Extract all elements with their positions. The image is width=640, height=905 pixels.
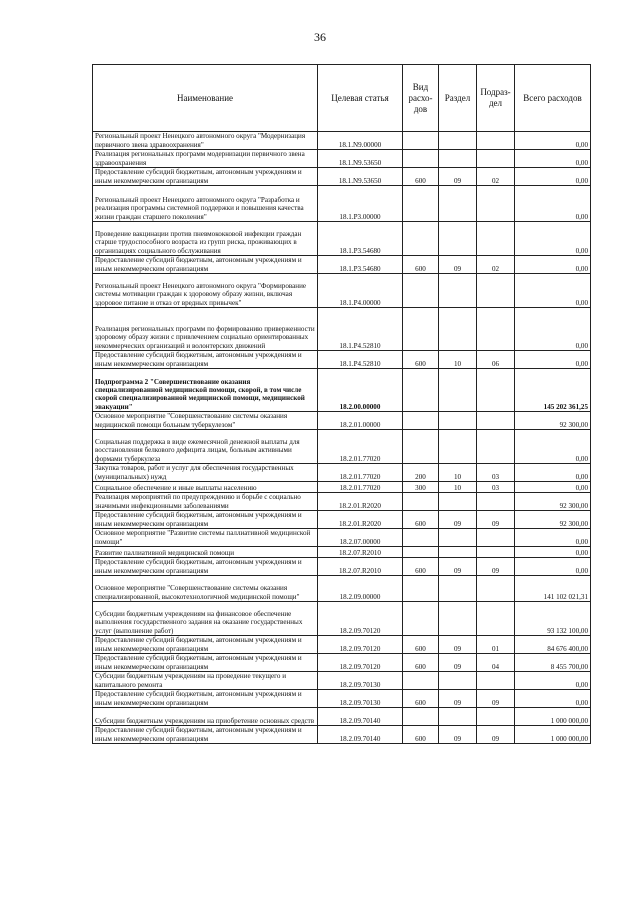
column-header-target: Целевая статья: [318, 65, 403, 132]
table-row: [93, 726, 591, 744]
cell-section: 09: [439, 654, 477, 672]
cell-subsection: [477, 369, 515, 412]
cell-name: Предоставление субсидий бюджетным, автономным учреждениям и иным некоммерческим организациям: [93, 256, 318, 274]
cell-kind: [403, 547, 439, 558]
cell-subsection: [477, 493, 515, 511]
cell-target: 18.1.P3.00000: [318, 186, 403, 222]
cell-subsection: 04: [477, 654, 515, 672]
cell-name: Основное мероприятие "Развитие системы паллиативной медицинской помощи": [93, 529, 318, 547]
cell-kind: [403, 150, 439, 168]
cell-name: Социальное обеспечение и иные выплаты населению: [93, 482, 318, 493]
cell-name: Реализация региональных программ по формированию приверженности здоровому образу жизни с привлечением социально ориентированных некоммерческих организаций и волонтерских движений: [93, 308, 318, 351]
cell-target: 18.1.P3.54680: [318, 256, 403, 274]
table-row: [93, 430, 591, 464]
cell-name: Основное мероприятие "Совершенствование системы оказания медицинской помощи больным туберкулезом": [93, 412, 318, 430]
cell-section: [439, 493, 477, 511]
cell-total: 0,00: [515, 274, 591, 308]
cell-section: 09: [439, 511, 477, 529]
table-row: [93, 412, 591, 430]
table-row: [93, 308, 591, 351]
cell-name: Предоставление субсидий бюджетным, автономным учреждениям и иным некоммерческим организациям: [93, 351, 318, 369]
table-row: [93, 690, 591, 708]
cell-kind: 600: [403, 256, 439, 274]
table-row: [93, 222, 591, 256]
cell-section: [439, 274, 477, 308]
cell-name: Социальная поддержка в виде ежемесячной денежной выплаты для восстановления белкового дефицита лицам, больным активными формами туберкулеза: [93, 430, 318, 464]
cell-target: 18.2.01.00000: [318, 412, 403, 430]
cell-total: 93 132 100,00: [515, 602, 591, 636]
cell-kind: [403, 576, 439, 602]
cell-subsection: [477, 132, 515, 150]
table-row: [93, 351, 591, 369]
cell-subsection: [477, 708, 515, 726]
cell-section: [439, 222, 477, 256]
table-row: [93, 186, 591, 222]
cell-name: Субсидии бюджетным учреждениям на проведение текущего и капитального ремонта: [93, 672, 318, 690]
cell-section: [439, 308, 477, 351]
table-row: [93, 464, 591, 482]
cell-target: 18.2.01.77020: [318, 464, 403, 482]
cell-subsection: 09: [477, 726, 515, 744]
cell-name: Предоставление субсидий бюджетным, автономным учреждениям и иным некоммерческим организациям: [93, 654, 318, 672]
cell-name: Основное мероприятие "Совершенствование системы оказания специализированной, высокотехнологичной медицинской помощи": [93, 576, 318, 602]
cell-target: 18.2.09.70140: [318, 726, 403, 744]
cell-total: 0,00: [515, 482, 591, 493]
table-header-row: [93, 65, 591, 132]
cell-section: [439, 186, 477, 222]
cell-kind: [403, 412, 439, 430]
cell-name: Региональный проект Ненецкого автономного округа "Формирование системы мотивации граждан к здоровому образу жизни, включая здоровое питание и отказ от вредных привычек": [93, 274, 318, 308]
cell-subsection: 03: [477, 482, 515, 493]
cell-subsection: [477, 222, 515, 256]
cell-kind: [403, 308, 439, 351]
cell-section: [439, 150, 477, 168]
cell-target: 18.1.N9.53650: [318, 168, 403, 186]
cell-total: 1 000 000,00: [515, 726, 591, 744]
cell-target: 18.2.01.77020: [318, 482, 403, 493]
cell-name: Региональный проект Ненецкого автономного округа "Разработка и реализация программы системной поддержки и повышения качества жизни граждан старшего поколения": [93, 186, 318, 222]
cell-total: 1 000 000,00: [515, 708, 591, 726]
cell-name: Закупка товаров, работ и услуг для обеспечения государственных (муниципальных) нужд: [93, 464, 318, 482]
table-row: [93, 511, 591, 529]
cell-kind: [403, 186, 439, 222]
cell-total: 0,00: [515, 547, 591, 558]
cell-subsection: 02: [477, 168, 515, 186]
cell-section: [439, 576, 477, 602]
cell-total: 141 102 021,31: [515, 576, 591, 602]
column-header-name: Наименование: [93, 65, 318, 132]
cell-subsection: 09: [477, 511, 515, 529]
table-row: [93, 558, 591, 576]
page-number: 36: [314, 30, 326, 44]
table-row: [93, 132, 591, 150]
cell-section: [439, 430, 477, 464]
cell-name: Реализация региональных программ модернизации первичного звена здравоохранения: [93, 150, 318, 168]
cell-kind: 200: [403, 464, 439, 482]
table-body: [93, 132, 591, 744]
cell-kind: 600: [403, 558, 439, 576]
cell-kind: 600: [403, 690, 439, 708]
cell-subsection: [477, 576, 515, 602]
cell-name: Предоставление субсидий бюджетным, автономным учреждениям и иным некоммерческим организациям: [93, 168, 318, 186]
table-row: [93, 482, 591, 493]
cell-name: Предоставление субсидий бюджетным, автономным учреждениям и иным некоммерческим организациям: [93, 726, 318, 744]
cell-total: 0,00: [515, 222, 591, 256]
cell-target: 18.2.09.70130: [318, 672, 403, 690]
cell-kind: [403, 493, 439, 511]
cell-kind: [403, 529, 439, 547]
cell-total: 0,00: [515, 351, 591, 369]
cell-name: Субсидии бюджетным учреждениям на финансовое обеспечение выполнения государственного задания на оказание государственных услуг (выполнение работ): [93, 602, 318, 636]
cell-subsection: 09: [477, 690, 515, 708]
cell-total: 92 300,00: [515, 412, 591, 430]
table-row: [93, 256, 591, 274]
cell-section: 09: [439, 726, 477, 744]
cell-subsection: [477, 274, 515, 308]
cell-section: 10: [439, 464, 477, 482]
cell-subsection: 01: [477, 636, 515, 654]
cell-section: [439, 132, 477, 150]
cell-subsection: [477, 547, 515, 558]
table-row: [93, 708, 591, 726]
cell-section: 09: [439, 168, 477, 186]
cell-kind: [403, 602, 439, 636]
cell-name: Предоставление субсидий бюджетным, автономным учреждениям и иным некоммерческим организациям: [93, 690, 318, 708]
column-header-section: Раздел: [439, 65, 477, 132]
cell-target: 18.1.P3.54680: [318, 222, 403, 256]
table-row: [93, 168, 591, 186]
cell-target: 18.2.09.70140: [318, 708, 403, 726]
cell-total: 0,00: [515, 672, 591, 690]
cell-section: [439, 547, 477, 558]
cell-name: Предоставление субсидий бюджетным, автономным учреждениям и иным некоммерческим организациям: [93, 636, 318, 654]
cell-total: 0,00: [515, 186, 591, 222]
column-header-kind: Вид расхо-дов: [403, 65, 439, 132]
cell-section: [439, 412, 477, 430]
cell-total: 0,00: [515, 690, 591, 708]
cell-target: 18.2.07.00000: [318, 529, 403, 547]
table-row: [93, 602, 591, 636]
cell-subsection: 09: [477, 558, 515, 576]
cell-kind: [403, 274, 439, 308]
table-row: [93, 150, 591, 168]
cell-total: 0,00: [515, 150, 591, 168]
cell-total: 0,00: [515, 308, 591, 351]
cell-section: [439, 602, 477, 636]
cell-name: Подпрограмма 2 "Совершенствование оказания специализированной медицинской помощи, скорой, в том числе скорой специализированной медицинской помощи, медицинской эвакуации": [93, 369, 318, 412]
cell-target: 18.2.09.70120: [318, 636, 403, 654]
cell-total: 0,00: [515, 168, 591, 186]
cell-section: 10: [439, 482, 477, 493]
cell-target: 18.2.01.77020: [318, 430, 403, 464]
cell-target: 18.2.01.R2020: [318, 511, 403, 529]
cell-kind: 600: [403, 351, 439, 369]
cell-subsection: [477, 529, 515, 547]
table-row: [93, 529, 591, 547]
cell-target: 18.2.09.70130: [318, 690, 403, 708]
cell-section: [439, 708, 477, 726]
cell-kind: 600: [403, 168, 439, 186]
cell-subsection: [477, 150, 515, 168]
cell-name: Региональный проект Ненецкого автономного округа "Модернизация первичного звена здравоохранения": [93, 132, 318, 150]
cell-target: 18.1.P4.52810: [318, 351, 403, 369]
cell-kind: 600: [403, 511, 439, 529]
cell-section: 09: [439, 256, 477, 274]
cell-kind: 600: [403, 726, 439, 744]
cell-kind: [403, 672, 439, 690]
cell-name: Субсидии бюджетным учреждениям на приобретение основных средств: [93, 708, 318, 726]
cell-target: 18.2.00.00000: [318, 369, 403, 412]
cell-total: 0,00: [515, 430, 591, 464]
cell-target: 18.2.09.70120: [318, 602, 403, 636]
cell-total: 0,00: [515, 132, 591, 150]
table-row: [93, 636, 591, 654]
cell-kind: 300: [403, 482, 439, 493]
cell-target: 18.1.P4.00000: [318, 274, 403, 308]
table-row: [93, 493, 591, 511]
cell-kind: 600: [403, 636, 439, 654]
table-row: [93, 547, 591, 558]
cell-total: 84 676 400,00: [515, 636, 591, 654]
cell-name: Предоставление субсидий бюджетным, автономным учреждениям и иным некоммерческим организациям: [93, 558, 318, 576]
cell-target: 18.1.P4.52810: [318, 308, 403, 351]
cell-subsection: [477, 430, 515, 464]
cell-name: Проведение вакцинации против пневмококковой инфекции граждан старше трудоспособного возраста из групп риска, проживающих в организациях социального обслуживания: [93, 222, 318, 256]
cell-target: 18.2.09.00000: [318, 576, 403, 602]
cell-total: 92 300,00: [515, 493, 591, 511]
cell-subsection: 02: [477, 256, 515, 274]
cell-name: Предоставление субсидий бюджетным, автономным учреждениям и иным некоммерческим организациям: [93, 511, 318, 529]
cell-section: 09: [439, 690, 477, 708]
cell-kind: [403, 369, 439, 412]
cell-kind: [403, 708, 439, 726]
cell-name: Реализация мероприятий по предупреждению и борьбе с социально значимыми инфекционными заболеваниями: [93, 493, 318, 511]
cell-kind: [403, 430, 439, 464]
cell-section: [439, 369, 477, 412]
cell-kind: [403, 222, 439, 256]
cell-target: 18.2.07.R2010: [318, 547, 403, 558]
column-header-total: Всего расходов: [515, 65, 591, 132]
cell-total: 0,00: [515, 256, 591, 274]
column-header-subsection: Подраз-дел: [477, 65, 515, 132]
cell-target: 18.1.N9.53650: [318, 150, 403, 168]
cell-total: 92 300,00: [515, 511, 591, 529]
cell-subsection: [477, 186, 515, 222]
cell-target: 18.2.07.R2010: [318, 558, 403, 576]
cell-target: 18.1.N9.00000: [318, 132, 403, 150]
cell-subsection: [477, 602, 515, 636]
cell-total: 0,00: [515, 529, 591, 547]
cell-target: 18.2.01.R2020: [318, 493, 403, 511]
budget-table: [92, 64, 591, 744]
cell-section: 10: [439, 351, 477, 369]
cell-section: [439, 672, 477, 690]
cell-total: 0,00: [515, 464, 591, 482]
cell-section: 09: [439, 558, 477, 576]
cell-total: 145 202 361,25: [515, 369, 591, 412]
cell-kind: 600: [403, 654, 439, 672]
cell-subsection: 06: [477, 351, 515, 369]
table-row: [93, 369, 591, 412]
cell-subsection: [477, 308, 515, 351]
table-row: [93, 654, 591, 672]
cell-total: 8 455 700,00: [515, 654, 591, 672]
cell-target: 18.2.09.70120: [318, 654, 403, 672]
cell-name: Развитие паллиативной медицинской помощи: [93, 547, 318, 558]
table-row: [93, 576, 591, 602]
cell-subsection: [477, 672, 515, 690]
table-row: [93, 672, 591, 690]
cell-section: [439, 529, 477, 547]
cell-section: 09: [439, 636, 477, 654]
cell-kind: [403, 132, 439, 150]
cell-subsection: 03: [477, 464, 515, 482]
cell-subsection: [477, 412, 515, 430]
cell-total: 0,00: [515, 558, 591, 576]
table-row: [93, 274, 591, 308]
